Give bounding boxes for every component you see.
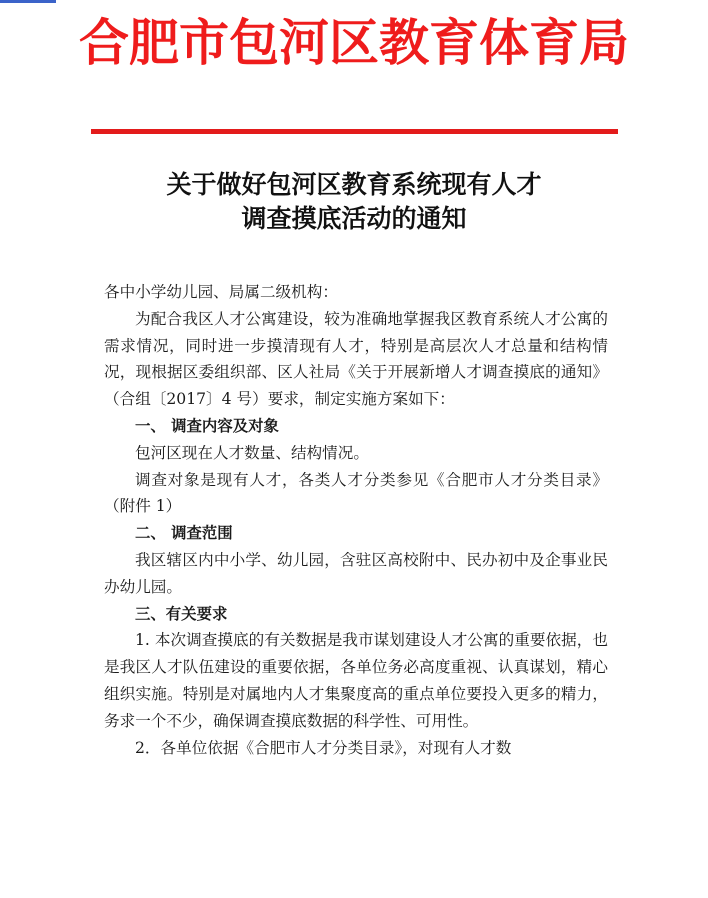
section-1-paragraph-2: 调查对象是现有人才，各类人才分类参见《合肥市人才分类目录》（附件 1） — [104, 470, 608, 516]
section-1-paragraph-1: 包河区现在人才数量、结构情况。 — [135, 443, 369, 462]
document-title — [0, 168, 708, 236]
section-heading-3: 三、有关要求 — [135, 604, 228, 623]
document-masthead: 合肥市包河区教育体育局 — [79, 14, 629, 72]
section-heading-1: 一、 调查内容及对象 — [135, 416, 279, 435]
section-3-item-1: 1. 本次调查摸底的有关数据是我市谋划建设人才公寓的重要依据，也是我区人才队伍建设的重要依据，各单位务必高度重视、认真谋划，精心组织实施。特别是对属地内人才集聚度高的重点单位要投入更多的精力，务求一个不少，确保调查摸底数据的科学性、可用性。 — [104, 631, 608, 730]
salutation: 各中小学幼儿园、局属二级机构： — [104, 283, 338, 301]
section-2-paragraph-1: 我区辖区内中小学、幼儿园，含驻区高校附中、民办初中及企事业民办幼儿园。 — [104, 550, 608, 596]
section-heading-2: 二、 调查范围 — [135, 524, 233, 543]
corner-mark — [0, 0, 56, 3]
title-line-2: 调查摸底活动的通知 — [241, 204, 467, 233]
intro-paragraph: 为配合我区人才公寓建设，较为准确地掌握我区教育系统人才公寓的需求情况，同时进一步摸清现有人才，特别是高层次人才总量和结构情况，现根据区委组织部、区人社局《关于开展新增人才调查摸底的通知》（合组〔2017〕4 号）要求，制定实施方案如下： — [104, 309, 608, 409]
title-line-1: 关于做好包河区教育系统现有人才 — [166, 170, 542, 199]
document-body — [104, 279, 608, 761]
masthead-divider — [91, 129, 618, 134]
section-3-item-2: 2．各单位依据《合肥市人才分类目录》，对现有人才数 — [135, 738, 512, 757]
